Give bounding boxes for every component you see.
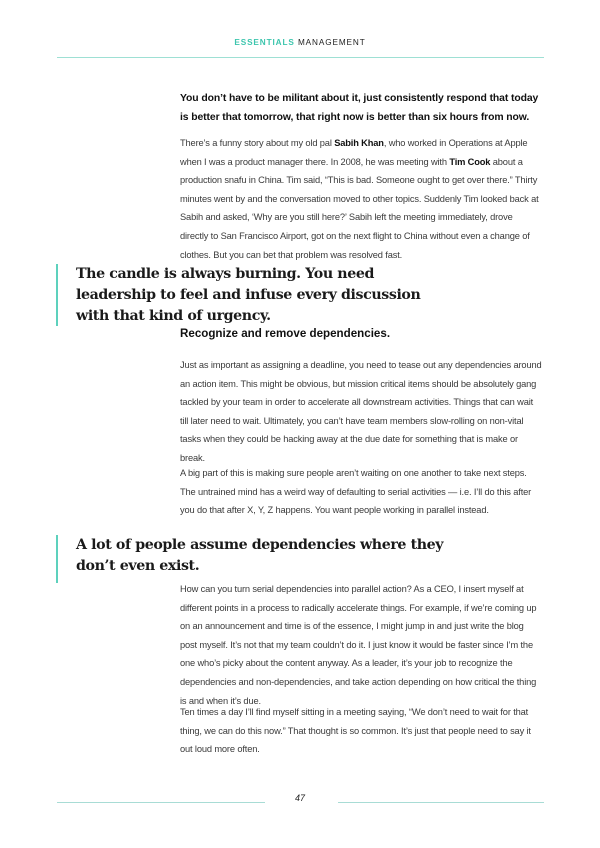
closing-paragraph: Ten times a day I’ll find myself sitting in a meeting saying, “We don’t need to wait for that thing, we can do this now.” That thought is so common. It’s just that people need to say it out loud more often. (180, 707, 531, 755)
story-text-1: There’s a funny story about my old pal (180, 138, 335, 148)
footer-rule-right (338, 802, 544, 803)
dependencies-paragraph: Just as important as assigning a deadline, you need to tease out any dependencies around an action item. This might be obvious, but mission critical items should be absolutely gang tackled by your team in order to accelerate all downstream activities. Things that can wait till later need to wait. Ultimately, you can’t have team members slow-rolling on non-vital tasks when they could be hacking away at the due date for something that is make or break. (180, 360, 542, 463)
pull-quote-urgency: The candle is always burning. You need leadership to feel and infuse every discussion with that kind of urgency. (56, 264, 456, 326)
parallel-paragraph: A big part of this is making sure people aren’t waiting on one another to take next steps. The untrained mind has a weird way of defaulting to serial activities — i.e. I’ll do this after you do that after X, Y, Z happens. You want people working in parallel instead. (180, 468, 532, 516)
name-sabih-khan: Sabih Khan (334, 138, 384, 148)
story-text-2: , who worked in Operations at Apple when I was a product manager there. In 2008, he was meeting with (180, 138, 528, 167)
page-number: 47 (294, 793, 305, 803)
pull-quote-dependencies: A lot of people assume dependencies where they don’t even exist. (56, 535, 456, 583)
lead-paragraph: You don’t have to be militant about it, just consistently respond that today is better that tomorrow, that right now is better than six hours from now. (180, 93, 539, 123)
header-brand: ESSENTIALS (234, 38, 295, 47)
header-rule (57, 57, 544, 58)
story-paragraph (180, 134, 542, 264)
section-heading: Recognize and remove dependencies. (180, 327, 391, 340)
name-tim-cook: Tim Cook (449, 156, 491, 167)
running-header (0, 38, 600, 47)
ceo-paragraph: How can you turn serial dependencies into parallel action? As a CEO, I insert myself at different points in a process to radically accelerate things. For example, if we’re coming up on an announcement and time is of the essence, I might jump in and just write the blog post myself. It’s not that my team couldn’t do it. I just know it would be faster since I’m the one who’s picky about the content anyway. As a leader, it’s your job to recognize the dependencies and non-dependencies, and take action depending on how critical the thing is and when it’s due. (180, 584, 537, 706)
header-section: MANAGEMENT (297, 38, 366, 47)
story-text-3: about a production snafu in China. Tim said, “This is bad. Someone ought to get over there.” Thirty minutes went by and the conversation moved to other topics. Suddenly Tim looked back at Sabih and asked, ‘Why are you still here?’ Sabih left the meeting immediately, drove directly to San Francisco Airport, got on the next flight to China without even a change of clothes. But you can bet that problem was resolved fast. (180, 156, 539, 260)
